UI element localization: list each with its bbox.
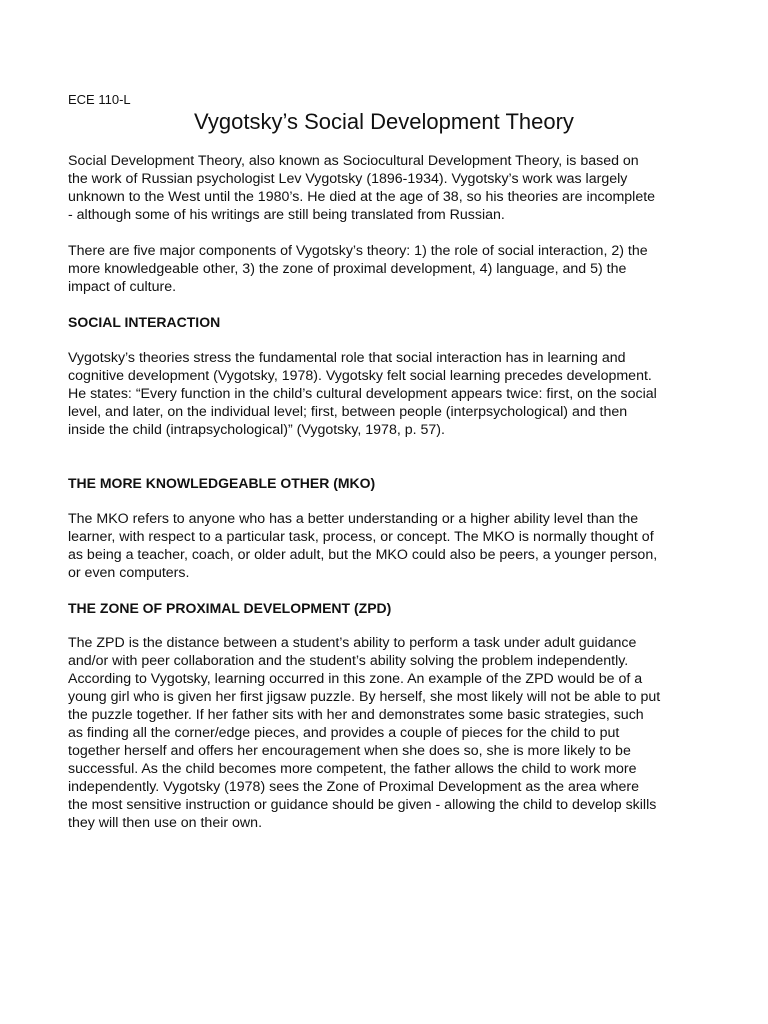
social-interaction-paragraph bbox=[68, 349, 704, 439]
paragraph-line: together herself and offers her encouragement when she does so, she is more likely to be bbox=[68, 743, 631, 759]
mko-paragraph bbox=[68, 510, 704, 582]
paragraph-line: learner, with respect to a particular task, process, or concept. The MKO is normally thought of bbox=[68, 529, 654, 545]
paragraph-line: There are five major components of Vygotsky’s theory: 1) the role of social interaction, 2) the bbox=[68, 243, 648, 259]
paragraph-line: they will then use on their own. bbox=[68, 815, 263, 831]
paragraph-line: and/or with peer collaboration and the student’s ability solving the problem independently. bbox=[68, 653, 629, 669]
paragraph-line: According to Vygotsky, learning occurred in this zone. An example of the ZPD would be of a bbox=[68, 671, 643, 687]
paragraph-line: level, and later, on the individual level; first, between people (interpsychological) and then bbox=[68, 404, 628, 420]
paragraph-line: the work of Russian psychologist Lev Vygotsky (1896-1934). Vygotsky’s work was largely bbox=[68, 171, 628, 187]
section-heading-zpd: THE ZONE OF PROXIMAL DEVELOPMENT (ZPD) bbox=[68, 600, 392, 616]
paragraph-line: more knowledgeable other, 3) the zone of proximal development, 4) language, and 5) the bbox=[68, 261, 627, 277]
zpd-paragraph bbox=[68, 634, 704, 832]
paragraph-line: independently. Vygotsky (1978) sees the Zone of Proximal Development as the area where bbox=[68, 779, 639, 795]
document-title: Vygotsky’s Social Development Theory bbox=[194, 109, 574, 134]
paragraph-line: Vygotsky’s theories stress the fundamental role that social interaction has in learning and bbox=[68, 350, 626, 366]
section-heading-social-interaction: SOCIAL INTERACTION bbox=[68, 314, 221, 330]
paragraph-line: cognitive development (Vygotsky, 1978). Vygotsky felt social learning precedes development. bbox=[68, 368, 652, 384]
paragraph-line: He states: “Every function in the child’s cultural development appears twice: first, on the social bbox=[68, 386, 657, 402]
paragraph-line: the most sensitive instruction or guidance should be given - allowing the child to develop skills bbox=[68, 797, 657, 813]
paragraph-line: The MKO refers to anyone who has a better understanding or a higher ability level than the bbox=[68, 511, 639, 527]
intro-paragraph bbox=[68, 152, 704, 224]
paragraph-line: as finding all the corner/edge pieces, and provides a couple of pieces for the child to put bbox=[68, 725, 620, 741]
paragraph-line: impact of culture. bbox=[68, 279, 177, 295]
paragraph-line: or even computers. bbox=[68, 565, 190, 581]
paragraph-line: the puzzle together. If her father sits with her and demonstrates some basic strategies, such bbox=[68, 707, 644, 723]
paragraph-line: inside the child (intrapsychological)” (Vygotsky, 1978, p. 57). bbox=[68, 422, 445, 438]
paragraph-line: - although some of his writings are still being translated from Russian. bbox=[68, 207, 505, 223]
paragraph-line: Social Development Theory, also known as Sociocultural Development Theory, is based on bbox=[68, 153, 639, 169]
paragraph-line: successful. As the child becomes more competent, the father allows the child to work more bbox=[68, 761, 637, 777]
course-code: ECE 110-L bbox=[68, 92, 131, 107]
section-heading-mko: THE MORE KNOWLEDGEABLE OTHER (MKO) bbox=[68, 475, 376, 491]
components-paragraph bbox=[68, 242, 704, 296]
paragraph-line: as being a teacher, coach, or older adult, but the MKO could also be peers, a younger person, bbox=[68, 547, 658, 563]
paragraph-line: unknown to the West until the 1980’s. He died at the age of 38, so his theories are incomplete bbox=[68, 189, 656, 205]
paragraph-line: young girl who is given her first jigsaw puzzle. By herself, she most likely will not be able to put bbox=[68, 689, 661, 705]
paragraph-line: The ZPD is the distance between a student’s ability to perform a task under adult guidance bbox=[68, 635, 637, 651]
